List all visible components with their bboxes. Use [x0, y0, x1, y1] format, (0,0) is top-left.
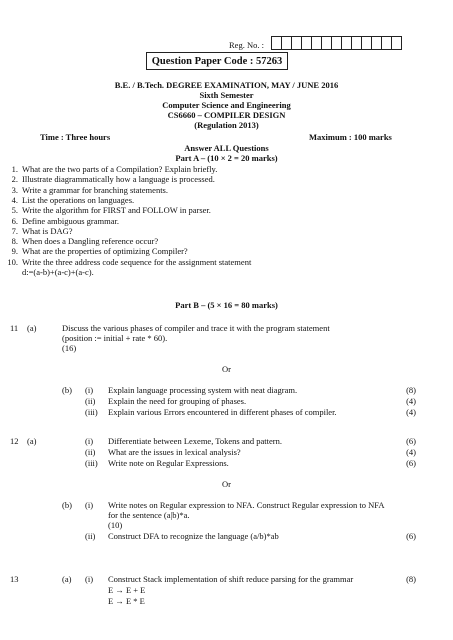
- time-label: Time : Three hours: [40, 132, 111, 142]
- department: Computer Science and Engineering: [162, 100, 291, 110]
- q12-a-item-text: What are the issues in lexical analysis?: [108, 447, 241, 457]
- q11-number: 11: [10, 323, 19, 333]
- max-marks-label: Maximum : 100 marks: [309, 132, 392, 142]
- q12-number: 12: [10, 436, 19, 446]
- q13-grammar-2: E → E * E: [108, 596, 145, 606]
- part-a-question-number: 10.: [7, 256, 18, 267]
- q12-or: Or: [222, 479, 231, 489]
- q11-a-text-2: (position := initial + rate * 60).: [62, 333, 168, 343]
- q11-a-label: (a): [27, 323, 37, 333]
- q12-b-i-text-2: for the sentence (a|b)*a.: [108, 510, 190, 520]
- part-a-question-text: What are the properties of optimizing Compiler?: [22, 246, 188, 257]
- q12-b-i-text-1: Write notes on Regular expression to NFA. Construct Regular expression to NFA: [108, 500, 385, 510]
- q12-b-label: (b): [62, 500, 72, 510]
- q12-b-ii-text: Construct DFA to recognize the language (a/b)*ab: [108, 531, 279, 541]
- q12-a-item-marks: (6): [406, 458, 416, 468]
- q11-a-text-1: Discuss the various phases of compiler and trace it with the program statement: [62, 323, 330, 333]
- q11-b-item-sub: (ii): [85, 396, 96, 406]
- q13-number: 13: [10, 574, 19, 584]
- q12-b-i-sub: (i): [85, 500, 94, 510]
- q11-b-item-text: Explain language processing system with neat diagram.: [108, 385, 298, 395]
- part-a-question-text: Write the algorithm for FIRST and FOLLOW in parser.: [22, 205, 211, 216]
- part-a-question-number: 9.: [11, 246, 18, 257]
- part-a-question-text: What are the two parts of a Compilation? Explain briefly.: [22, 164, 218, 174]
- q11-b-item-text: Explain various Errors encountered in different phases of compiler.: [108, 407, 337, 417]
- part-a-question-number: 7.: [11, 225, 18, 236]
- regulation: (Regulation 2013): [194, 120, 259, 130]
- part-a-question-number: 2.: [11, 174, 18, 185]
- q12-a-item-text: Write note on Regular Expressions.: [108, 458, 229, 468]
- q13-text: Construct Stack implementation of shift reduce parsing for the grammar: [108, 574, 354, 584]
- part-a-question-text: d:=(a-b)+(a-c)+(a-c).: [22, 267, 94, 277]
- part-a-question-text: Define ambiguous grammar.: [22, 215, 120, 226]
- part-a-question-text: List the operations on languages.: [22, 194, 135, 205]
- part-a-question-text: Write the three address code sequence for the assignment statement: [22, 256, 252, 267]
- part-a-question-text: What is DAG?: [22, 225, 73, 236]
- part-a-question-number: 6.: [11, 215, 18, 226]
- part-a-title: Part A – (10 × 2 = 20 marks): [175, 153, 278, 163]
- q12-a-item-marks: (6): [406, 436, 416, 446]
- q12-b-i-marks: (10): [108, 520, 123, 530]
- part-a-question-number: 1.: [11, 164, 18, 174]
- q12-a-item-text: Differentiate between Lexeme, Tokens and pattern.: [108, 436, 282, 446]
- q11-b-item-sub: (i): [85, 385, 94, 395]
- instruction: Answer ALL Questions: [184, 143, 269, 153]
- semester: Sixth Semester: [199, 90, 254, 100]
- q11-or: Or: [222, 364, 231, 374]
- q11-b-label: (b): [62, 385, 72, 395]
- q11-b-item-marks: (4): [406, 407, 416, 417]
- q13-marks: (8): [406, 574, 416, 584]
- part-a-question-number: 5.: [11, 205, 18, 216]
- part-a-question-number: 3.: [11, 184, 18, 195]
- q11-b-item-text: Explain the need for grouping of phases.: [108, 396, 247, 406]
- part-a-question-text: When does a Dangling reference occur?: [22, 236, 159, 247]
- part-b-title: Part B – (5 × 16 = 80 marks): [175, 300, 278, 310]
- question-paper-code: Question Paper Code : 57263: [146, 52, 288, 70]
- q11-b-item-marks: (4): [406, 396, 416, 406]
- q11-b-item-marks: (8): [406, 385, 416, 395]
- exam-title: B.E. / B.Tech. DEGREE EXAMINATION, MAY / JUNE 2016: [114, 80, 339, 90]
- q13-grammar-1: E → E + E: [108, 585, 146, 595]
- course-title: CS6660 – COMPILER DESIGN: [167, 110, 286, 120]
- reg-no-boxes: [272, 36, 402, 50]
- q13-sub: (i): [85, 574, 94, 584]
- q12-a-item-marks: (4): [406, 447, 416, 457]
- q12-a-item-sub: (ii): [85, 447, 96, 457]
- reg-no-box: [391, 36, 402, 50]
- reg-no-label: Reg. No. :: [229, 40, 264, 50]
- part-a-question-text: Write a grammar for branching statements.: [22, 184, 168, 195]
- q12-a-item-sub: (iii): [85, 458, 98, 468]
- q12-a-item-sub: (i): [85, 436, 94, 446]
- q12-a-label: (a): [27, 436, 37, 446]
- q11-a-marks: (16): [62, 343, 77, 353]
- q12-b-ii-marks: (6): [406, 531, 416, 541]
- part-a-question-text: Illustrate diagrammatically how a language is processed.: [22, 174, 215, 185]
- part-a-question-number: 8.: [11, 236, 18, 247]
- q12-b-ii-sub: (ii): [85, 531, 96, 541]
- q11-b-item-sub: (iii): [85, 407, 98, 417]
- q13-a-label: (a): [62, 574, 72, 584]
- part-a-question-number: 4.: [11, 194, 18, 205]
